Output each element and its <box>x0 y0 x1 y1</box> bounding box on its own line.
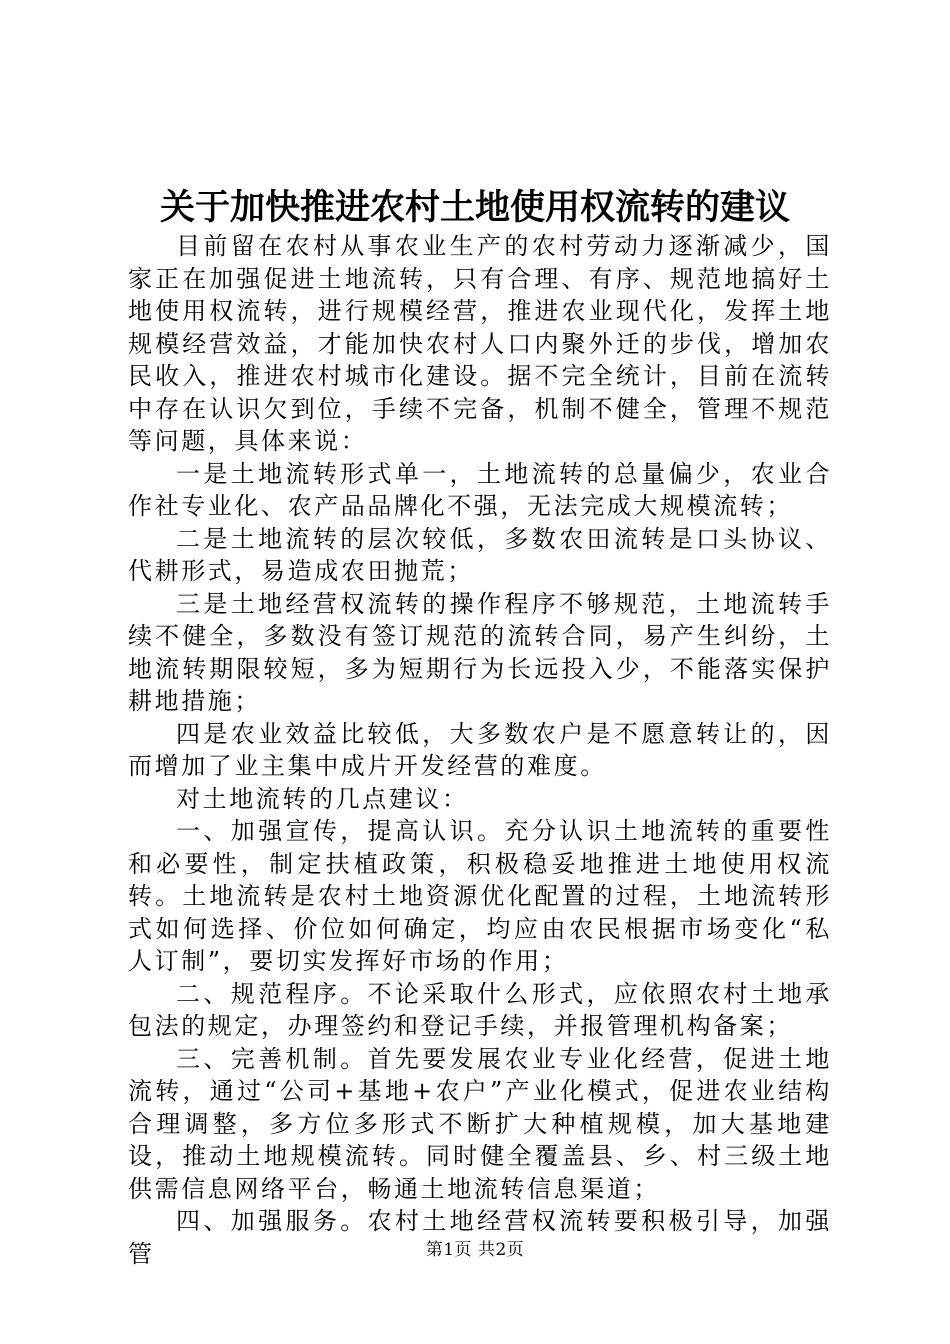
paragraph-intro: 目前留在农村从事农业生产的农村劳动力逐渐减少，国家正在加强促进土地流转，只有合理、有序、规范地搞好土地使用权流转，进行规模经营，推进农业现代化，发挥土地规模经营效益，才能加快农村人口内聚外迁的步伐，增加农民收入，推进农村城市化建设。据不完全统计，目前在流转中存在认识欠到位，手续不完备，机制不健全，管理不规范等问题，具体来说： <box>128 232 832 455</box>
paragraph-suggestion-1: 一、加强宣传，提高认识。充分认识土地流转的重要性和必要性，制定扶植政策，积极稳妥地推进土地使用权流转。土地流转是农村土地资源优化配置的过程，土地流转形式如何选择、价位如何确定，均应由农民根据市场变化“私人订制”，要切实发挥好市场的作用； <box>128 817 832 975</box>
paragraph-suggestions-heading: 对土地流转的几点建议： <box>176 784 469 813</box>
paragraph-suggestion-2: 二、规范程序。不论采取什么形式，应依照农村土地承包法的规定，办理签约和登记手续，并报管理机构备案； <box>128 979 832 1040</box>
paragraph-problem-1: 一是土地流转形式单一，土地流转的总量偏少，农业合作社专业化、农产品品牌化不强，无法完成大规模流转； <box>128 459 832 520</box>
document-title: 关于加快推进农村土地使用权流转的建议 <box>159 187 790 228</box>
paragraph-problem-2: 二是土地流转的层次较低，多数农田流转是口头协议、代耕形式，易造成农田抛荒； <box>128 524 832 585</box>
document-body <box>128 230 832 1270</box>
paragraph-suggestion-4: 四、加强服务。农村土地经营权流转要积极引导，加强管 <box>128 1207 832 1268</box>
page-number-footer: 第1页 共2页 <box>425 1240 525 1260</box>
paragraph-problem-3: 三是土地经营权流转的操作程序不够规范，土地流转手续不健全，多数没有签订规范的流转合同，易产生纠纷，土地流转期限较短，多为短期行为长远投入少，不能落实保护耕地措施； <box>128 589 832 715</box>
paragraph-problem-4: 四是农业效益比较低，大多数农户是不愿意转让的，因而增加了业主集中成片开发经营的难度。 <box>128 719 832 780</box>
paragraph-suggestion-3: 三、完善机制。首先要发展农业专业化经营，促进土地流转，通过“公司+基地+农户”产业化模式，促进农业结构合理调整，多方位多形式不断扩大种植规模，加大基地建设，推动土地规模流转。同时健全覆盖县、乡、村三级土地供需信息网络平台，畅通土地流转信息渠道； <box>128 1044 832 1203</box>
